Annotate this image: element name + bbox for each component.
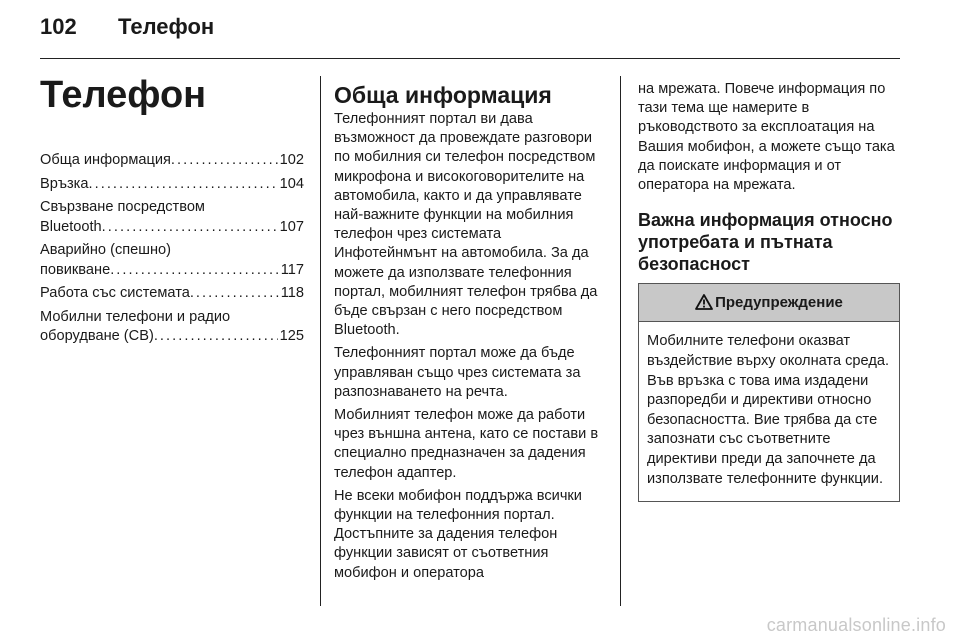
general-paragraph-2: Телефонният портал може да бъде управляван също чрез системата за разпознаването на речта. [334,345,581,400]
toc-title: повикване [40,261,111,278]
toc-entry [40,284,304,304]
toc-leader-dots [190,284,279,304]
toc-title: Работа със системата [40,285,190,301]
toc-page-number: 107 [279,218,304,235]
toc-page-number: 104 [279,175,304,192]
general-paragraph-1: Телефонният портал ви дава възможност да провеждате разговори по мобилния си телефон посредством микрофона и високоговорителите на автомобила, както и да управлявате най-важните функции на мобилния телефон чрез системата Инфотейнмънт на автомобила. За да можете да използвате телефонния портал, мобилният телефон трябва да бъде свързан с него посредством Bluetooth. [334,111,598,339]
toc-leader-dots [102,218,278,238]
toc-title: Свързване посредством [40,199,205,215]
header-rule [40,58,900,59]
warning-title: Предупреждение [715,294,843,312]
toc-line [40,284,304,304]
toc-line [40,327,304,347]
general-paragraph-3: Мобилният телефон може да работи чрез външна антена, като се постави в специално предназначен за дадения телефон адаптер. [334,407,599,481]
general-info-column [334,82,606,587]
general-info-heading: Обща информация [334,82,552,108]
toc-line [40,308,304,328]
toc-line [40,151,304,171]
toc-leader-dots [171,151,278,171]
column-divider-1 [320,76,321,606]
safety-column [638,80,904,502]
warning-text: Мобилните телефони оказват въздействие върху околната среда. Във връзка с това има издадени разпоредби и директиви относно безопасността. Вие трябва да сте запознати със съответните директиви преди да започнете да използвате телефонните функции. [647,333,890,487]
toc-entry [40,198,304,237]
toc-title: Мобилни телефони и радио [40,308,231,325]
safety-heading: Важна информация относно употребата и пътната безопасност [638,210,893,275]
page-number: 102 [40,14,77,39]
toc-line [40,261,304,281]
toc-title: оборудване (CB) [40,328,154,344]
continuation-paragraph: на мрежата. Повече информация по тази тема ще намерите в ръководството за експлоатация на Вашия мобифон, а можете също така да поискате информация и от оператора на мрежата. [638,81,895,194]
toc-page-number: 118 [280,285,304,301]
toc-title: Обща информация [40,152,171,168]
column-divider-2 [620,76,621,606]
toc-line [40,218,304,238]
warning-header [639,284,899,322]
toc-page-number: 117 [280,261,304,278]
table-of-contents [40,151,304,351]
toc-line [40,198,304,218]
toc-leader-dots [89,175,278,195]
toc-title: Връзка [40,175,89,192]
toc-page-number: 125 [279,328,304,344]
toc-leader-dots [110,261,279,281]
header-section-title: Телефон [118,14,215,39]
toc-entry [40,308,304,347]
toc-entry [40,175,304,195]
toc-line [40,175,304,195]
toc-entry [40,241,304,280]
toc-title: Аварийно (спешно) [40,242,172,258]
toc-page-number: 102 [279,152,304,168]
watermark: carmanualsonline.info [766,615,946,635]
warning-triangle-icon [695,294,715,311]
chapter-title: Телефон [40,74,207,116]
warning-box [638,283,900,502]
toc-line [40,241,304,261]
toc-title: Bluetooth [40,218,102,235]
general-paragraph-4: Не всеки мобифон поддържа всички функции на телефонния портал. Достъпните за дадения телефон функции зависят от съответния мобифон и оператора [334,487,582,581]
toc-leader-dots [154,327,278,347]
toc-entry [40,151,304,171]
